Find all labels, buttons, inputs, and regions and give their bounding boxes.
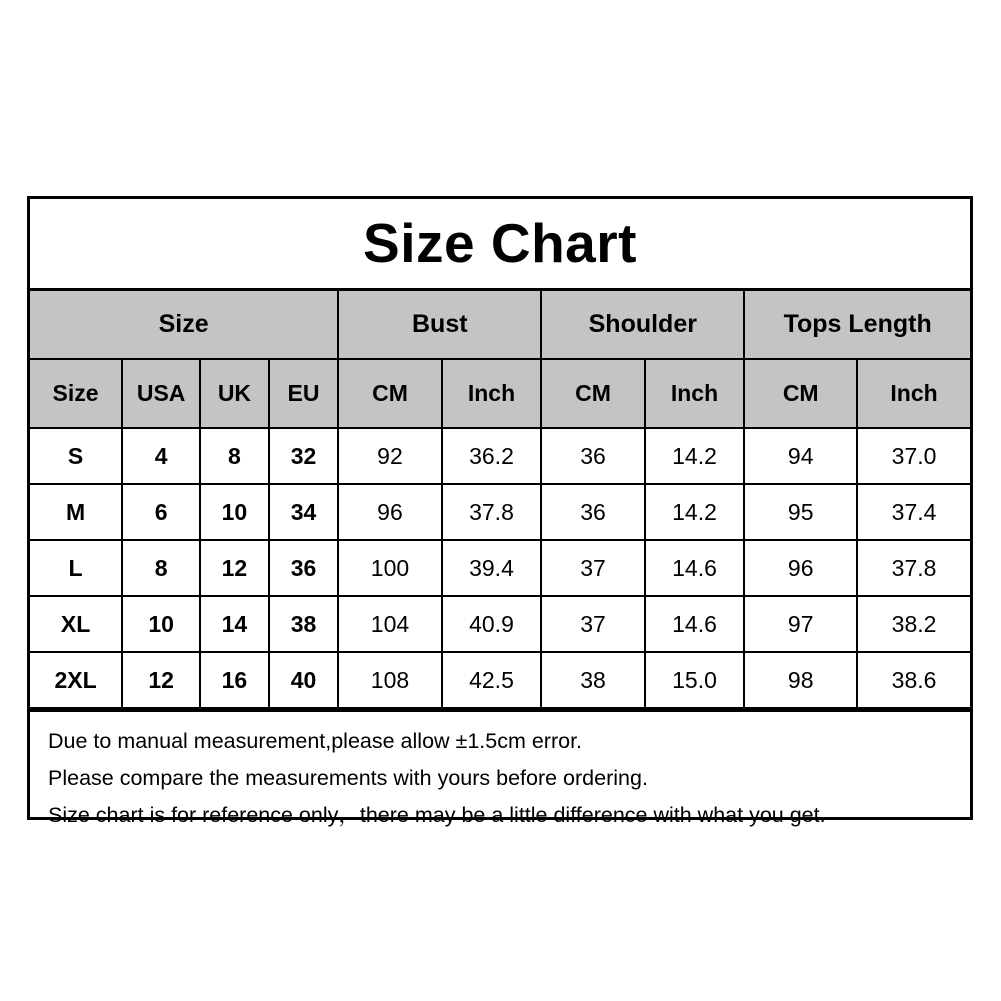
table-row bbox=[30, 652, 970, 708]
cell-size: L bbox=[30, 540, 122, 596]
cell-shoulder-cm: 36 bbox=[541, 428, 644, 484]
group-header-tops-length: Tops Length bbox=[744, 291, 970, 359]
group-header-bust: Bust bbox=[338, 291, 541, 359]
cell-tops-length-inch: 37.4 bbox=[857, 484, 970, 540]
column-header-size: Size bbox=[30, 359, 122, 428]
size-chart-table bbox=[30, 291, 970, 709]
cell-tops-length-cm: 95 bbox=[744, 484, 857, 540]
column-header-shoulder-inch: Inch bbox=[645, 359, 745, 428]
cell-tops-length-cm: 96 bbox=[744, 540, 857, 596]
table-row bbox=[30, 596, 970, 652]
cell-bust-cm: 108 bbox=[338, 652, 441, 708]
cell-tops-length-inch: 37.8 bbox=[857, 540, 970, 596]
cell-tops-length-inch: 38.6 bbox=[857, 652, 970, 708]
cell-bust-cm: 104 bbox=[338, 596, 441, 652]
cell-uk: 12 bbox=[200, 540, 269, 596]
cell-shoulder-inch: 14.6 bbox=[645, 596, 745, 652]
cell-shoulder-cm: 38 bbox=[541, 652, 644, 708]
cell-tops-length-cm: 94 bbox=[744, 428, 857, 484]
cell-shoulder-cm: 37 bbox=[541, 540, 644, 596]
column-header-eu: EU bbox=[269, 359, 339, 428]
group-header-size: Size bbox=[30, 291, 338, 359]
column-header-bust-inch: Inch bbox=[442, 359, 542, 428]
cell-bust-inch: 42.5 bbox=[442, 652, 542, 708]
cell-usa: 12 bbox=[122, 652, 200, 708]
table-group-header-row bbox=[30, 291, 970, 359]
cell-bust-inch: 37.8 bbox=[442, 484, 542, 540]
cell-bust-cm: 96 bbox=[338, 484, 441, 540]
note-measurement-error: Due to manual measurement,please allow ±1.5cm error. bbox=[48, 729, 583, 753]
cell-usa: 8 bbox=[122, 540, 200, 596]
cell-shoulder-inch: 14.6 bbox=[645, 540, 745, 596]
column-header-tops-length-inch: Inch bbox=[857, 359, 970, 428]
cell-size: S bbox=[30, 428, 122, 484]
table-row bbox=[30, 484, 970, 540]
cell-eu: 34 bbox=[269, 484, 339, 540]
cell-size: M bbox=[30, 484, 122, 540]
cell-uk: 14 bbox=[200, 596, 269, 652]
table-row bbox=[30, 428, 970, 484]
column-header-shoulder-cm: CM bbox=[541, 359, 644, 428]
table-row bbox=[30, 540, 970, 596]
cell-bust-cm: 92 bbox=[338, 428, 441, 484]
column-header-uk: UK bbox=[200, 359, 269, 428]
cell-tops-length-inch: 38.2 bbox=[857, 596, 970, 652]
table-column-header-row bbox=[30, 359, 970, 428]
cell-size: XL bbox=[30, 596, 122, 652]
column-header-bust-cm: CM bbox=[338, 359, 441, 428]
cell-uk: 10 bbox=[200, 484, 269, 540]
column-header-usa: USA bbox=[122, 359, 200, 428]
cell-usa: 4 bbox=[122, 428, 200, 484]
cell-shoulder-inch: 14.2 bbox=[645, 428, 745, 484]
cell-bust-cm: 100 bbox=[338, 540, 441, 596]
cell-bust-inch: 36.2 bbox=[442, 428, 542, 484]
cell-usa: 10 bbox=[122, 596, 200, 652]
cell-shoulder-inch: 15.0 bbox=[645, 652, 745, 708]
cell-eu: 36 bbox=[269, 540, 339, 596]
cell-eu: 40 bbox=[269, 652, 339, 708]
cell-size: 2XL bbox=[30, 652, 122, 708]
cell-eu: 32 bbox=[269, 428, 339, 484]
page-title: Size Chart bbox=[363, 212, 637, 274]
chart-notes bbox=[30, 709, 970, 842]
cell-tops-length-cm: 98 bbox=[744, 652, 857, 708]
note-compare-measurements: Please compare the measurements with yours before ordering. bbox=[48, 766, 648, 791]
cell-tops-length-inch: 37.0 bbox=[857, 428, 970, 484]
chart-title-row bbox=[30, 199, 970, 291]
cell-uk: 8 bbox=[200, 428, 269, 484]
column-header-tops-length-cm: CM bbox=[744, 359, 857, 428]
cell-shoulder-cm: 37 bbox=[541, 596, 644, 652]
group-header-shoulder: Shoulder bbox=[541, 291, 744, 359]
cell-bust-inch: 39.4 bbox=[442, 540, 542, 596]
cell-eu: 38 bbox=[269, 596, 339, 652]
size-chart-card bbox=[27, 196, 973, 828]
cell-usa: 6 bbox=[122, 484, 200, 540]
cell-tops-length-cm: 97 bbox=[744, 596, 857, 652]
cell-shoulder-cm: 36 bbox=[541, 484, 644, 540]
note-reference-only: Size chart is for reference only，there may be a little difference with what you get. bbox=[48, 803, 826, 828]
cell-shoulder-inch: 14.2 bbox=[645, 484, 745, 540]
cell-uk: 16 bbox=[200, 652, 269, 708]
cell-bust-inch: 40.9 bbox=[442, 596, 542, 652]
